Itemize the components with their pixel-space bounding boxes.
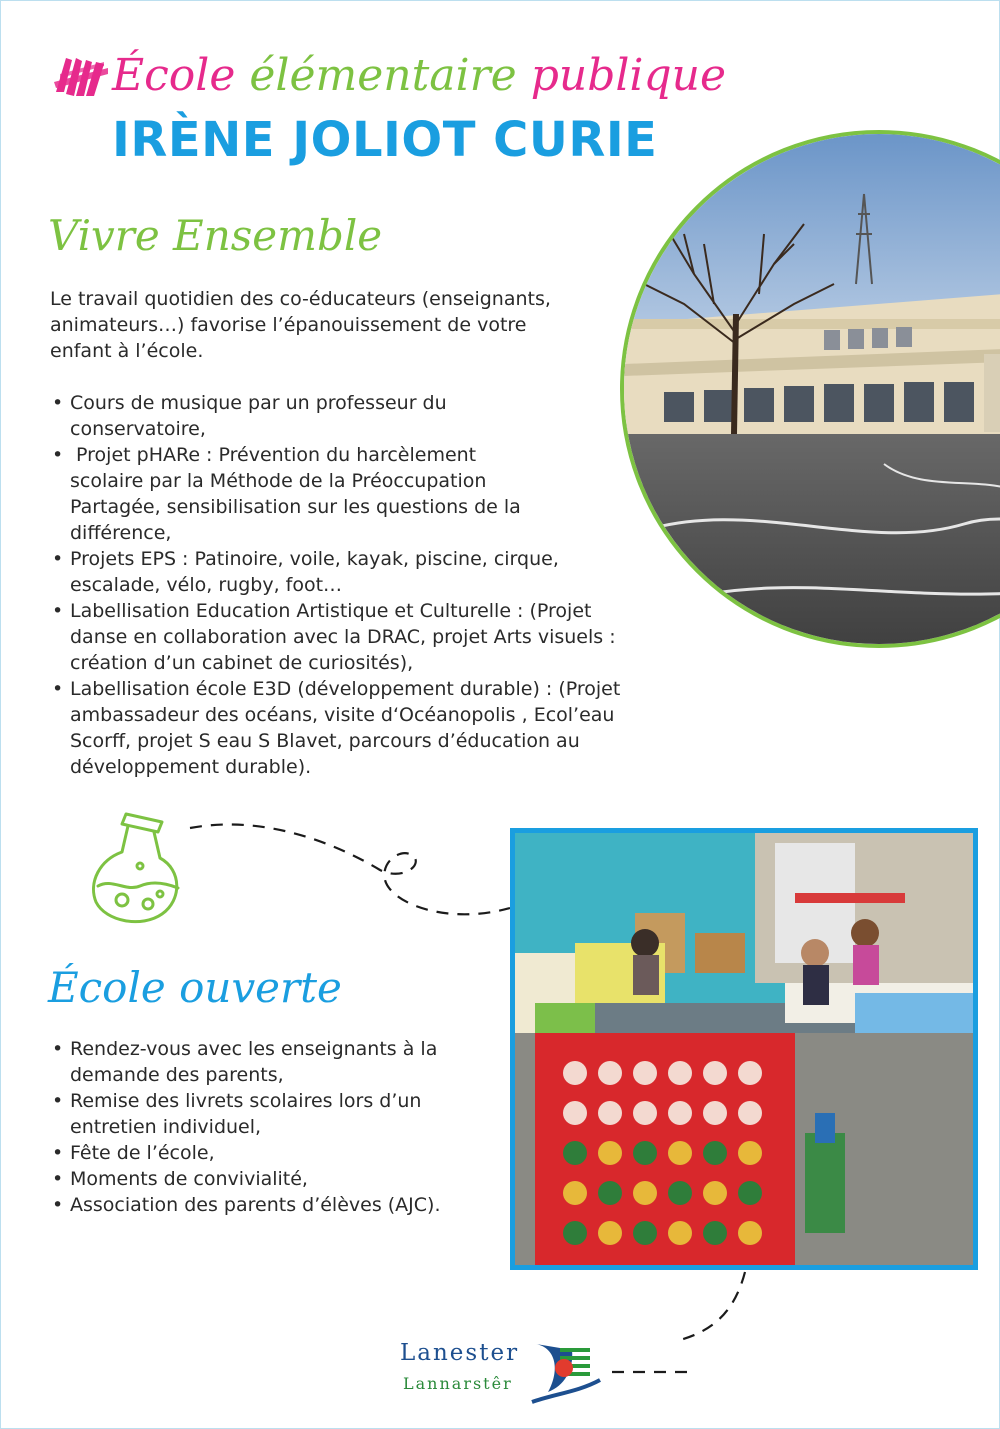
- list-item-line: • Moments de convivialité,: [70, 1168, 308, 1190]
- ecole-ouverte-list: [50, 1036, 490, 1218]
- list-item-line: • Labellisation école E3D (développement durable) : (Projet: [70, 678, 621, 700]
- intro-line: Le travail quotidien des co-éducateurs (enseignants,: [50, 288, 551, 310]
- list-item-line: création d’un cabinet de curiosités),: [70, 652, 414, 674]
- intro-line: enfant à l’école.: [50, 340, 204, 362]
- list-item-line: danse en collaboration avec la DRAC, projet Arts visuels :: [70, 626, 616, 648]
- header-word-elementaire: élémentaire: [249, 50, 517, 101]
- list-item-line: • Projet pHARe : Prévention du harcèlement: [70, 444, 477, 466]
- list-item-line: • Rendez-vous avec les enseignants à la: [70, 1038, 438, 1060]
- list-item: [50, 1088, 490, 1140]
- header-word-ecole: École: [112, 50, 236, 101]
- flask-icon: [82, 808, 192, 928]
- list-item-line: scolaire par la Méthode de la Préoccupation: [70, 470, 487, 492]
- list-item: [50, 1192, 490, 1218]
- classroom-photo: [510, 828, 978, 1270]
- list-item-line: ambassadeur des océans, visite d‘Océanopolis , Ecol’eau: [70, 704, 615, 726]
- list-item: [50, 1166, 490, 1192]
- list-item: [50, 1140, 490, 1166]
- list-item-line: Scorff, projet S eau S Blavet, parcours d’éducation au: [70, 730, 580, 752]
- lanester-logo: [400, 1340, 610, 1420]
- list-item: [50, 1036, 490, 1088]
- section-title-vivre-ensemble: Vivre Ensemble: [48, 211, 383, 260]
- list-item-line: • Cours de musique par un professeur du: [70, 392, 447, 414]
- logo-word-lanester: Lanester: [400, 1340, 520, 1366]
- list-item-line: demande des parents,: [70, 1064, 284, 1086]
- list-item-line: entretien individuel,: [70, 1116, 262, 1138]
- list-item-line: • Projets EPS : Patinoire, voile, kayak, piscine, cirque,: [70, 548, 559, 570]
- list-item-line: • Association des parents d’élèves (AJC).: [70, 1194, 441, 1216]
- list-item-line: conservatoire,: [70, 418, 206, 440]
- intro-line: animateurs…) favorise l’épanouissement de votre: [50, 314, 527, 336]
- section-title-ecole-ouverte: École ouverte: [48, 963, 342, 1012]
- list-item-line: • Fête de l’école,: [70, 1142, 215, 1164]
- list-item-line: • Labellisation Education Artistique et Culturelle : (Projet: [70, 600, 592, 622]
- header-word-publique: publique: [530, 50, 727, 101]
- header-school-name: IRÈNE JOLIOT CURIE: [112, 112, 658, 168]
- list-item-line: • Remise des livrets scolaires lors d’un: [70, 1090, 422, 1112]
- list-item-line: escalade, vélo, rugby, foot…: [70, 574, 343, 596]
- list-item-line: Partagée, sensibilisation sur les questions de la: [70, 496, 521, 518]
- logo-word-lannarster: Lannarstêr: [403, 1374, 513, 1393]
- list-item-line: différence,: [70, 522, 172, 544]
- logo-mark-icon: [530, 1340, 602, 1404]
- list-item-line: développement durable).: [70, 756, 312, 778]
